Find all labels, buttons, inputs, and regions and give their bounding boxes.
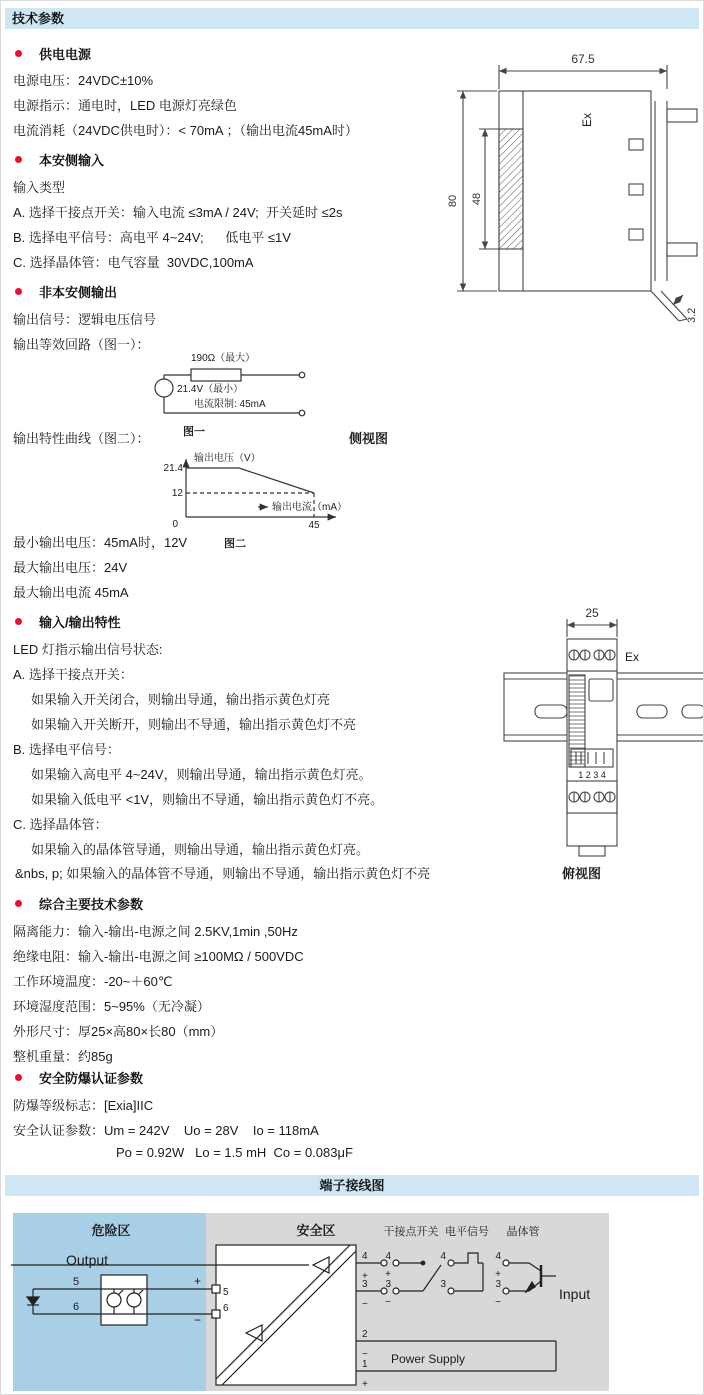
spec-line: 防爆等级标志：[Exia]IIC <box>13 1098 154 1113</box>
terminal-3-label: 3 <box>440 1279 446 1290</box>
wiring-title: 端子接线图 <box>319 1178 385 1193</box>
spec-line: 最小输出电压：45mA时，12V <box>13 535 188 550</box>
plus-sign: + <box>194 1274 202 1288</box>
spec-line: 最大输出电流 45mA <box>13 585 129 600</box>
spec-line: 绝缘电阻：输入-输出-电源之间 ≥100MΩ / 500VDC <box>13 949 304 964</box>
minus-sign: − <box>495 1297 501 1308</box>
spec-line: 电流消耗（24VDC供电时）：< 70mA ；（输出电流45mA时） <box>13 123 358 138</box>
terminal-3-label: 3 <box>495 1279 501 1290</box>
switch-type-label: 干接点开关 <box>383 1226 439 1238</box>
section-title-power: 供电电源 <box>39 46 92 62</box>
spec-line: 如果输入的晶体管导通，则输出导通，输出指示黄色灯亮。 <box>31 842 370 857</box>
fig2-y-axis-label: 输出电压（V） <box>194 453 261 464</box>
fig1-caption: 图一 <box>183 426 205 438</box>
fig2-characteristic-curve <box>164 447 384 552</box>
terminal-wiring-diagram <box>11 1211 696 1393</box>
bullet-icon <box>15 900 22 907</box>
side-view-dim-67-5: 67.5 <box>571 52 595 66</box>
minus-sign: − <box>362 1299 368 1310</box>
plus-sign: + <box>362 1379 368 1390</box>
top-view-drawing <box>477 599 704 861</box>
spec-line: 如果输入低电平 <1V，则输出不导通，输出指示黄色灯不亮。 <box>31 792 384 807</box>
top-view-terminal-numbers: 1 2 3 4 <box>578 770 606 780</box>
fig1-resistor-label: 190Ω（最大） <box>191 353 256 364</box>
hazard-zone-label: 危险区 <box>91 1223 131 1238</box>
plus-sign: + <box>385 1269 391 1280</box>
power-supply-label: Power Supply <box>391 1352 466 1366</box>
spec-line: 工作环境温度：-20~＋60℃ <box>13 974 173 989</box>
level-type-label: 电平信号 <box>445 1226 489 1238</box>
top-view-dim-25: 25 <box>585 606 599 620</box>
terminal-3-label: 3 <box>385 1279 391 1290</box>
side-view-dim-3-2: 3.2 <box>686 307 698 323</box>
fig1-equivalent-circuit <box>139 349 344 439</box>
top-view-geometry <box>504 619 704 856</box>
fig2-xtick-0: 0 <box>172 519 178 530</box>
bullet-icon <box>15 288 22 295</box>
fig1-current-limit-label: 电流限制: 45mA <box>194 399 266 410</box>
top-view-ex-marking: Ex <box>625 650 640 664</box>
spec-line: 输出特性曲线（图二）： <box>13 431 150 446</box>
spec-line: Po = 0.92W Lo = 1.5 mH Co = 0.083μF <box>116 1145 353 1160</box>
section-title-safety: 安全防爆认证参数 <box>39 1070 144 1086</box>
spec-line: 如果输入高电平 4~24V，则输出导通，输出指示黄色灯亮。 <box>31 767 372 782</box>
fig2-ytick-12: 12 <box>171 488 183 499</box>
section-output <box>15 284 117 298</box>
terminal-4-label: 4 <box>362 1251 368 1262</box>
spec-line: 如果输入开关断开，则输出不导通，输出指示黄色灯不亮 <box>31 717 357 732</box>
section-input <box>15 152 104 166</box>
spec-line: LED 灯指示输出信号状态: <box>13 642 163 657</box>
terminal-4-label: 4 <box>495 1251 501 1262</box>
terminal-5-label: 5 <box>73 1276 80 1288</box>
spec-line: 输入类型 <box>13 180 66 195</box>
bullet-icon <box>15 1074 22 1081</box>
side-view-dim-80: 80 <box>447 194 459 208</box>
page-title: 技术参数 <box>12 11 65 26</box>
spec-line: 最大输出电压：24V <box>13 560 128 575</box>
section-general <box>15 896 143 910</box>
fig2-xtick-45: 45 <box>308 520 320 531</box>
top-view-caption: 俯视图 <box>562 866 602 881</box>
terminal-5-box-label: 5 <box>223 1287 229 1298</box>
terminal-1-label: 1 <box>362 1359 368 1370</box>
spec-line: A. 选择干接点开关：输入电流 ≤3mA / 24V; 开关延时 ≤2s <box>13 205 343 220</box>
spec-line: 电源电压：24VDC±10% <box>13 73 154 88</box>
bullet-icon <box>15 50 22 57</box>
transistor-type-label: 晶体管 <box>506 1226 540 1238</box>
terminal-6-label: 6 <box>73 1301 80 1313</box>
side-view-caption: 侧视图 <box>349 431 389 446</box>
safe-zone-label: 安全区 <box>296 1223 336 1238</box>
spec-line: B. 选择电平信号： <box>13 742 120 757</box>
minus-sign: − <box>362 1349 368 1360</box>
spec-line: 外形尺寸：厚25×高80×长80（mm） <box>13 1024 224 1039</box>
side-view-geometry <box>457 65 697 321</box>
minus-sign: − <box>385 1297 391 1308</box>
page-header-bar <box>5 8 699 29</box>
spec-line: 输出信号：逻辑电压信号 <box>13 312 157 327</box>
side-view-dim-48: 48 <box>471 192 483 206</box>
plus-sign: + <box>362 1271 368 1282</box>
side-view-drawing <box>439 47 704 347</box>
fig1-source-label: 21.4V（最小） <box>177 384 244 395</box>
section-io <box>15 614 121 628</box>
spec-line: B. 选择电平信号：高电平 4~24V; 低电平 ≤1V <box>13 230 291 245</box>
terminal-4-label: 4 <box>440 1251 446 1262</box>
terminal-3-label: 3 <box>362 1279 368 1290</box>
terminal-2-label: 2 <box>362 1329 368 1340</box>
spec-line: 输出等效回路（图一）： <box>13 337 150 352</box>
spec-line: 隔离能力：输入-输出-电源之间 2.5KV,1min ,50Hz <box>13 924 298 939</box>
spec-line: A. 选择干接点开关： <box>13 667 133 682</box>
spec-line: C. 选择晶体管： <box>13 817 108 832</box>
fig2-x-axis-label: 输出电流（mA） <box>272 502 347 513</box>
spec-line: 整机重量：约85g <box>13 1049 113 1064</box>
spec-line: 如果输入开关闭合，则输出导通，输出指示黄色灯亮 <box>31 692 331 707</box>
bullet-icon <box>15 618 22 625</box>
spec-line: C. 选择晶体管：电气容量 30VDC,100mA <box>13 255 254 270</box>
section-title-general: 综合主要技术参数 <box>39 896 144 912</box>
input-label: Input <box>559 1286 591 1302</box>
section-title-io: 输入/输出特性 <box>39 614 121 630</box>
minus-sign: − <box>194 1313 202 1327</box>
fig2-caption: 图二 <box>224 538 246 550</box>
section-safety <box>15 1070 143 1084</box>
spec-line: 电源指示：通电时，LED 电源灯亮绿色 <box>13 98 237 113</box>
terminal-6-box-label: 6 <box>223 1303 229 1314</box>
output-label: Output <box>66 1252 109 1268</box>
spec-line: &nbs, p; 如果输入的晶体管不导通，则输出不导通，输出指示黄色灯不亮 <box>15 866 431 881</box>
spec-line: 环境湿度范围：5~95%（无冷凝） <box>13 999 210 1014</box>
section-power <box>15 46 91 60</box>
bullet-icon <box>15 156 22 163</box>
side-view-ex-marking: Ex <box>580 112 594 127</box>
wiring-header-bar <box>5 1175 699 1196</box>
spec-line: 安全认证参数：Um = 242V Uo = 28V Io = 118mA <box>13 1123 319 1138</box>
terminal-4-label: 4 <box>385 1251 391 1262</box>
section-title-output: 非本安侧输出 <box>39 284 118 300</box>
section-title-input: 本安侧输入 <box>39 152 105 168</box>
plus-sign: + <box>495 1269 501 1280</box>
fig2-ytick-21-4: 21.4 <box>164 463 183 474</box>
